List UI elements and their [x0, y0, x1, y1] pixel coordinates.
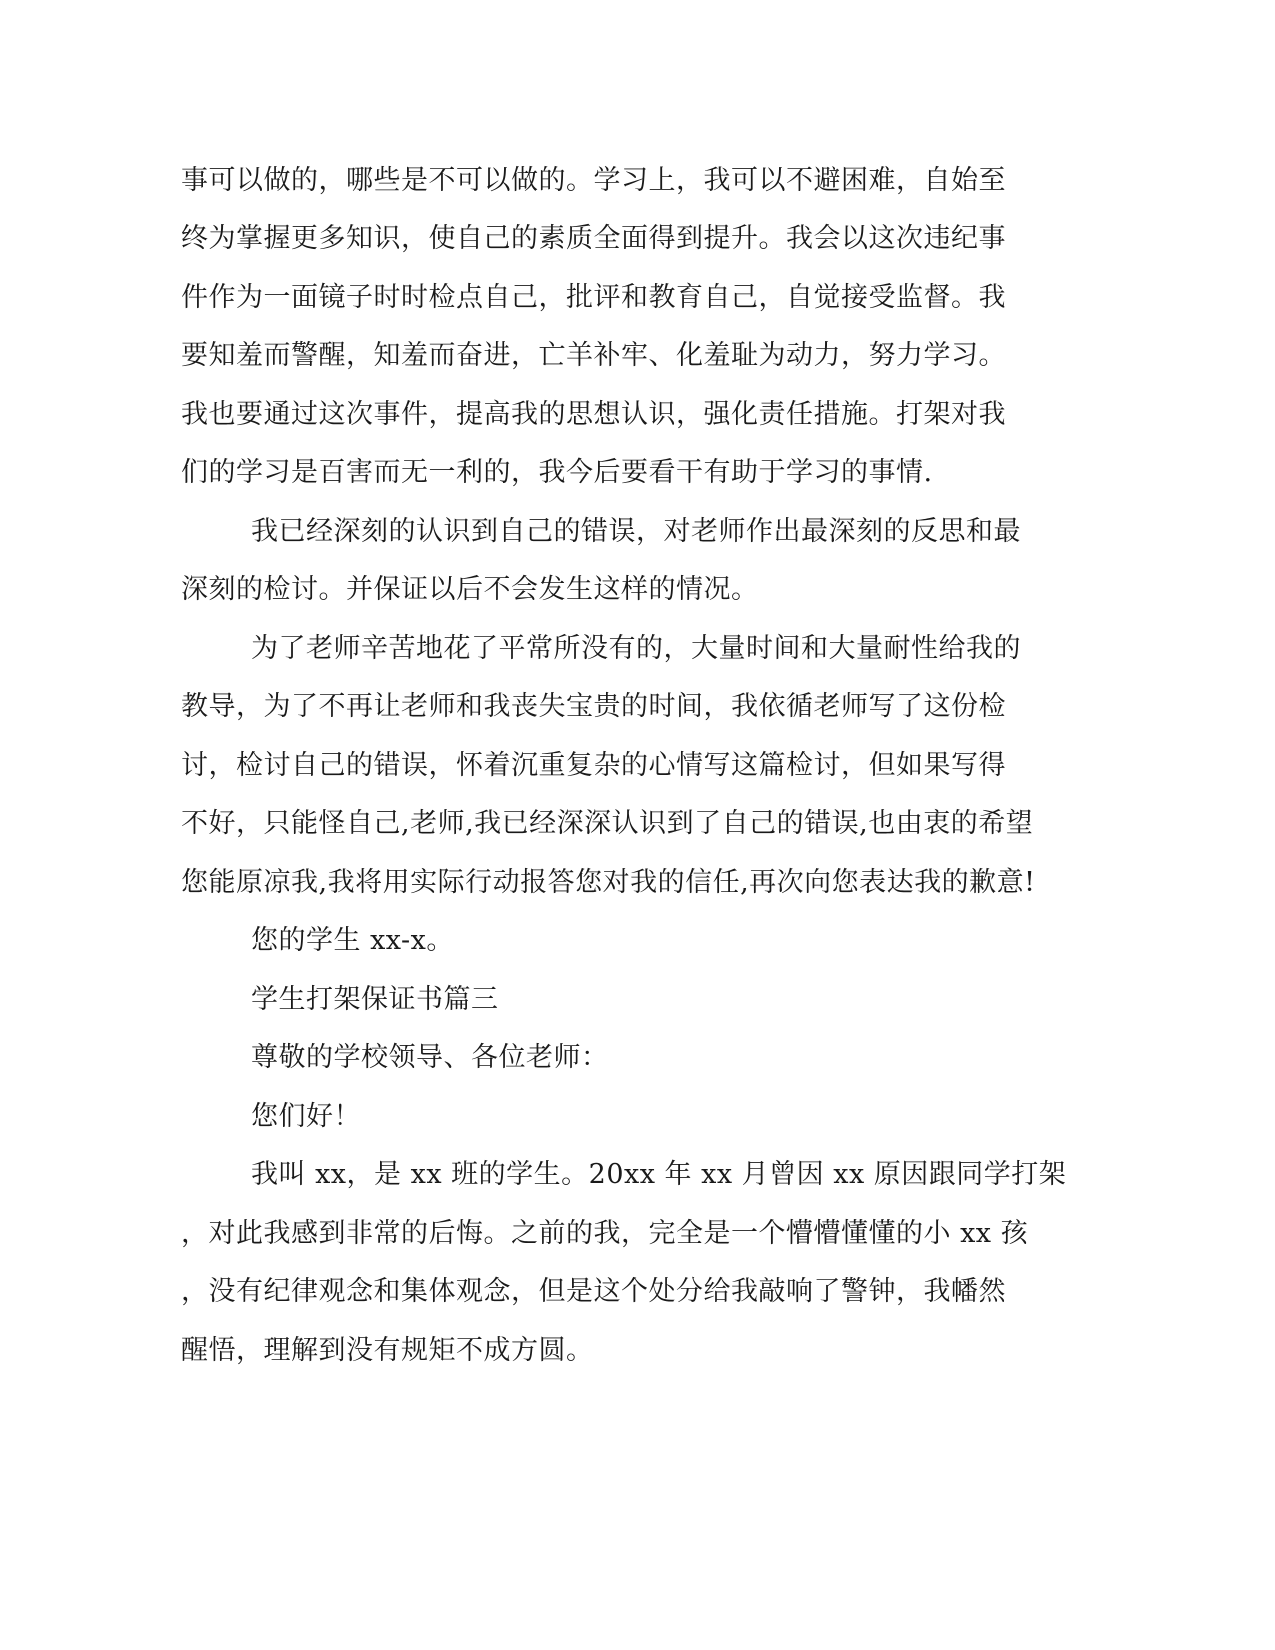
signature-line: 您的学生 xx-x。	[251, 925, 454, 956]
text-line: ，没有纪律观念和集体观念，但是这个处分给我敲响了警钟，我幡然	[181, 1276, 1006, 1307]
text-line: 们的学习是百害而无一利的，我今后要看干有助于学习的事情.	[181, 457, 933, 488]
greeting: 您们好！	[251, 1101, 361, 1132]
section-heading: 学生打架保证书篇三	[251, 984, 499, 1015]
text-line: 终为掌握更多知识，使自己的素质全面得到提升。我会以这次违纪事	[181, 223, 1006, 254]
text-line: 不好，只能怪自己,老师,我已经深深认识到了自己的错误,也由衷的希望	[181, 808, 1034, 839]
paragraph-first-line: 为了老师辛苦地花了平常所没有的，大量时间和大量耐性给我的	[251, 633, 1021, 664]
paragraph-first-line: 我已经深刻的认识到自己的错误，对老师作出最深刻的反思和最	[251, 516, 1021, 547]
text-line: 讨，检讨自己的错误，怀着沉重复杂的心情写这篇检讨，但如果写得	[181, 750, 1006, 781]
salutation: 尊敬的学校领导、各位老师：	[251, 1042, 609, 1073]
text-line: 您能原凉我,我将用实际行动报答您对我的信任,再次向您表达我的歉意!	[181, 867, 1036, 898]
text-line: 醒悟，理解到没有规矩不成方圆。	[181, 1335, 594, 1366]
text-line: 深刻的检讨。并保证以后不会发生这样的情况。	[181, 574, 759, 605]
text-line: ，对此我感到非常的后悔。之前的我，完全是一个懵懵懂懂的小 xx 孩	[181, 1218, 1029, 1249]
text-line: 教导，为了不再让老师和我丧失宝贵的时间，我依循老师写了这份检	[181, 691, 1006, 722]
text-line: 事可以做的，哪些是不可以做的。学习上，我可以不避困难，自始至	[181, 165, 1006, 196]
text-line: 要知羞而警醒，知羞而奋进，亡羊补牢、化羞耻为动力，努力学习。	[181, 340, 1006, 371]
paragraph-first-line: 我叫 xx，是 xx 班的学生。20xx 年 xx 月曾因 xx 原因跟同学打架	[251, 1159, 1067, 1190]
text-line: 件作为一面镜子时时检点自己，批评和教育自己，自觉接受监督。我	[181, 282, 1006, 313]
text-line: 我也要通过这次事件，提高我的思想认识，强化责任措施。打架对我	[181, 399, 1006, 430]
